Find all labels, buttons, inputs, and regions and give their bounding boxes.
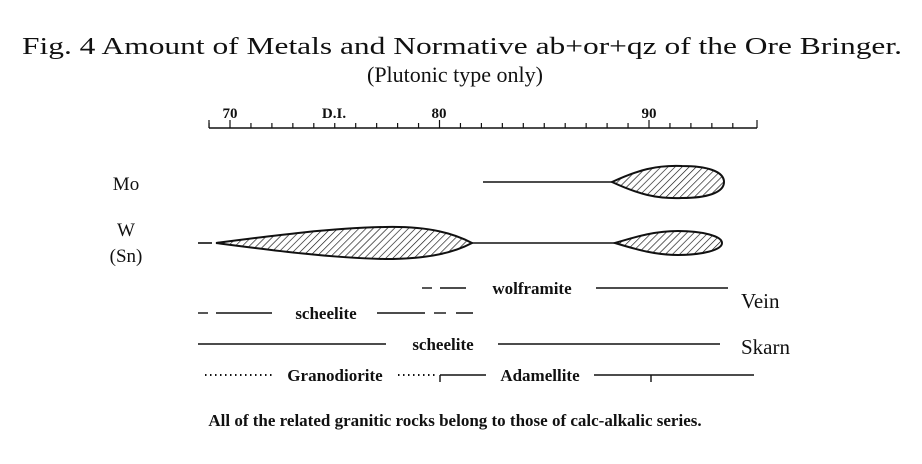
mo-range (483, 166, 724, 198)
row-label-mo: Mo (112, 174, 140, 195)
label-scheelite-skarn: scheelite (412, 335, 474, 354)
axis-label: D.I. (321, 106, 347, 122)
label-wolframite: wolframite (492, 279, 572, 298)
wolframite-range (422, 279, 728, 298)
label-vein: Vein (741, 289, 780, 313)
tick-label-70: 70 (222, 106, 238, 122)
axis-minor-ticks (209, 120, 757, 128)
w-range (198, 227, 722, 259)
scheelite-vein-range (198, 304, 473, 323)
scheelite-skarn-range (198, 335, 720, 354)
mo-amount-lens (612, 166, 724, 198)
tick-label-90: 90 (641, 106, 657, 122)
label-adamellite: Adamellite (500, 366, 580, 385)
row-label-w: W (117, 220, 135, 241)
label-granodiorite: Granodiorite (287, 366, 383, 385)
tick-label-80: 80 (431, 106, 447, 122)
row-label-sn: (Sn) (109, 246, 143, 267)
label-scheelite-vein: scheelite (295, 304, 357, 323)
rock-type-range (205, 366, 754, 385)
di-axis (209, 106, 757, 128)
footnote: All of the related granitic rocks belong to those of calc-alkalic series. (208, 411, 702, 430)
figure-subtitle: (Plutonic type only) (367, 62, 543, 87)
figure-title: Fig. 4 Amount of Metals and Normative ab+or+qz of the Ore Bringer. (22, 34, 902, 60)
w-amount-lens-minor (615, 231, 722, 255)
label-skarn: Skarn (741, 335, 790, 359)
w-amount-lens-major (216, 227, 472, 259)
